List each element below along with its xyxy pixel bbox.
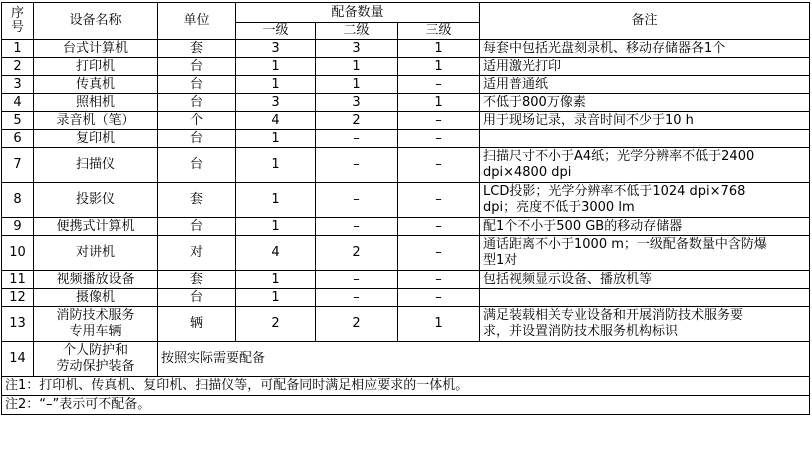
- cell-level1: 1: [236, 218, 316, 236]
- cell-seq: 13: [2, 307, 34, 342]
- cell-level2: –: [316, 148, 398, 183]
- cell-name: 投影仪: [34, 183, 158, 218]
- table-row: [2, 130, 810, 148]
- cell-name: 录音机（笔）: [34, 112, 158, 130]
- cell-remark: 扫描尺寸不小于A4纸；光学分辨率不低于2400 dpi×4800 dpi: [480, 148, 810, 183]
- cell-name: 视频播放设备: [34, 271, 158, 289]
- cell-unit: 台: [158, 58, 236, 76]
- cell-merged-remark: 按照实际需要配备: [158, 342, 810, 377]
- table-note-row: [2, 377, 810, 396]
- cell-level3: –: [398, 271, 480, 289]
- cell-seq: 6: [2, 130, 34, 148]
- cell-level3: –: [398, 236, 480, 271]
- cell-level3: 1: [398, 94, 480, 112]
- cell-level3: –: [398, 218, 480, 236]
- cell-seq: 9: [2, 218, 34, 236]
- cell-unit: 台: [158, 218, 236, 236]
- cell-level3: –: [398, 112, 480, 130]
- cell-level2: 2: [316, 307, 398, 342]
- cell-level3: –: [398, 289, 480, 307]
- cell-name: 台式计算机: [34, 40, 158, 58]
- table-row: [2, 58, 810, 76]
- cell-unit: 台: [158, 130, 236, 148]
- cell-name: 个人防护和 劳动保护装备: [34, 342, 158, 377]
- cell-level3: 1: [398, 58, 480, 76]
- cell-remark: LCD投影；光学分辨率不低于1024 dpi×768 dpi；亮度不低于3000 lm: [480, 183, 810, 218]
- cell-name: 摄像机: [34, 289, 158, 307]
- table-row: [2, 271, 810, 289]
- cell-level2: 2: [316, 236, 398, 271]
- cell-remark: 适用普通纸: [480, 76, 810, 94]
- cell-level2: 3: [316, 94, 398, 112]
- table-note-row: [2, 396, 810, 415]
- table-row: [2, 183, 810, 218]
- cell-level3: 1: [398, 40, 480, 58]
- note-2: 注2：“–”表示可不配备。: [2, 396, 810, 415]
- cell-remark: 配1个不小于500 GB的移动存储器: [480, 218, 810, 236]
- cell-seq: 2: [2, 58, 34, 76]
- table-row: [2, 76, 810, 94]
- header-unit: 单位: [158, 3, 236, 40]
- cell-unit: 台: [158, 94, 236, 112]
- cell-unit: 个: [158, 112, 236, 130]
- cell-unit: 台: [158, 148, 236, 183]
- table-row: [2, 218, 810, 236]
- cell-level1: 1: [236, 271, 316, 289]
- header-level3: 三级: [398, 23, 480, 40]
- cell-name: 传真机: [34, 76, 158, 94]
- table-row: [2, 40, 810, 58]
- cell-unit: 套: [158, 183, 236, 218]
- cell-unit: 套: [158, 271, 236, 289]
- cell-level2: –: [316, 218, 398, 236]
- cell-seq: 12: [2, 289, 34, 307]
- table-row: [2, 94, 810, 112]
- cell-remark: 适用激光打印: [480, 58, 810, 76]
- cell-level2: 1: [316, 76, 398, 94]
- cell-name: 照相机: [34, 94, 158, 112]
- cell-remark: [480, 130, 810, 148]
- cell-remark: [480, 289, 810, 307]
- cell-remark: 通话距离不小于1000 m；一级配备数量中含防爆 型1对: [480, 236, 810, 271]
- cell-remark: 满足装载相关专业设备和开展消防技术服务要 求，并设置消防技术服务机构标识: [480, 307, 810, 342]
- cell-unit: 台: [158, 76, 236, 94]
- header-quantity: 配备数量: [236, 3, 480, 23]
- cell-level2: –: [316, 130, 398, 148]
- note-1: 注1：打印机、传真机、复印机、扫描仪等，可配备同时满足相应要求的一体机。: [2, 377, 810, 396]
- cell-level2: 2: [316, 112, 398, 130]
- table-row: [2, 342, 810, 377]
- cell-seq: 14: [2, 342, 34, 377]
- cell-level2: –: [316, 289, 398, 307]
- cell-name: 复印机: [34, 130, 158, 148]
- cell-remark: 包括视频显示设备、播放机等: [480, 271, 810, 289]
- header-name: 设备名称: [34, 3, 158, 40]
- header-level1: 一级: [236, 23, 316, 40]
- cell-remark: 每套中包括光盘刻录机、移动存储器各1个: [480, 40, 810, 58]
- cell-seq: 10: [2, 236, 34, 271]
- cell-level1: 4: [236, 236, 316, 271]
- cell-level3: –: [398, 130, 480, 148]
- cell-seq: 7: [2, 148, 34, 183]
- cell-remark: 不低于800万像素: [480, 94, 810, 112]
- table-row: [2, 236, 810, 271]
- cell-name: 打印机: [34, 58, 158, 76]
- table-row: [2, 307, 810, 342]
- cell-seq: 4: [2, 94, 34, 112]
- cell-level1: 2: [236, 307, 316, 342]
- cell-level1: 1: [236, 289, 316, 307]
- cell-unit: 台: [158, 289, 236, 307]
- cell-seq: 5: [2, 112, 34, 130]
- cell-level1: 1: [236, 130, 316, 148]
- cell-level1: 4: [236, 112, 316, 130]
- cell-level3: 1: [398, 307, 480, 342]
- cell-unit: 辆: [158, 307, 236, 342]
- cell-level1: 1: [236, 76, 316, 94]
- cell-level2: –: [316, 271, 398, 289]
- equipment-table: [1, 2, 810, 415]
- cell-unit: 套: [158, 40, 236, 58]
- table-row: [2, 148, 810, 183]
- header-remark: 备注: [480, 3, 810, 40]
- cell-level1: 3: [236, 40, 316, 58]
- cell-level3: –: [398, 183, 480, 218]
- table-row: [2, 112, 810, 130]
- cell-level1: 3: [236, 94, 316, 112]
- cell-unit: 对: [158, 236, 236, 271]
- cell-level3: –: [398, 76, 480, 94]
- cell-name: 扫描仪: [34, 148, 158, 183]
- cell-seq: 8: [2, 183, 34, 218]
- cell-level2: 1: [316, 58, 398, 76]
- cell-name: 消防技术服务 专用车辆: [34, 307, 158, 342]
- header-seq: 序 号: [2, 3, 34, 40]
- cell-level3: –: [398, 148, 480, 183]
- cell-level1: 1: [236, 183, 316, 218]
- cell-name: 对讲机: [34, 236, 158, 271]
- cell-level2: –: [316, 183, 398, 218]
- cell-level1: 1: [236, 148, 316, 183]
- table-row: [2, 289, 810, 307]
- cell-level1: 1: [236, 58, 316, 76]
- header-level2: 二级: [316, 23, 398, 40]
- cell-seq: 11: [2, 271, 34, 289]
- cell-seq: 1: [2, 40, 34, 58]
- cell-name: 便携式计算机: [34, 218, 158, 236]
- cell-remark: 用于现场记录，录音时间不少于10 h: [480, 112, 810, 130]
- cell-seq: 3: [2, 76, 34, 94]
- cell-level2: 3: [316, 40, 398, 58]
